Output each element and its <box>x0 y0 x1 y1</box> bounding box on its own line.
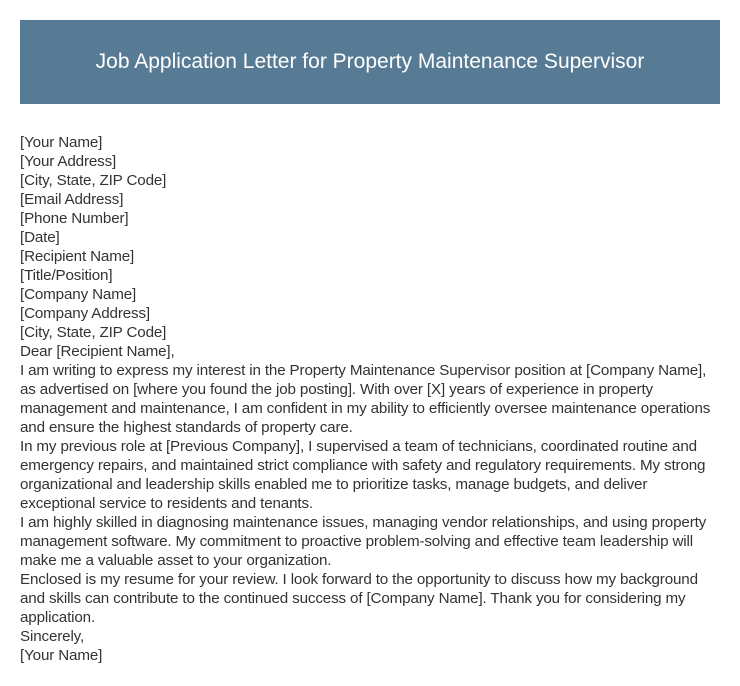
recipient-name: [Recipient Name] <box>20 248 135 265</box>
sender-email: [Email Address] <box>20 191 124 208</box>
letter-body <box>20 133 722 665</box>
letter-header <box>20 20 720 104</box>
sender-city-state-zip: [City, State, ZIP Code] <box>20 172 167 189</box>
recipient-city-state-zip: [City, State, ZIP Code] <box>20 324 167 341</box>
closing: Sincerely, <box>20 628 85 645</box>
recipient-company-address: [Company Address] <box>20 305 150 322</box>
salutation: Dear [Recipient Name], <box>20 343 175 360</box>
letter-date: [Date] <box>20 229 60 246</box>
sender-name: [Your Name] <box>20 134 103 151</box>
sender-address: [Your Address] <box>20 153 117 170</box>
sender-phone: [Phone Number] <box>20 210 129 227</box>
recipient-company: [Company Name] <box>20 286 137 303</box>
paragraph-intro: I am writing to express my interest in the Property Maintenance Supervisor position at [Company Name], as advertised on [where you found the job posting]. With over [X] years of experience in property management and maintenance, I am confident in my ability to efficiently oversee maintenance operations and ensure the highest standards of property care. <box>20 362 711 436</box>
paragraph-closing: Enclosed is my resume for your review. I look forward to the opportunity to discuss how my background and skills can contribute to the continued success of [Company Name]. Thank you for considering my application. <box>20 571 698 626</box>
recipient-title: [Title/Position] <box>20 267 113 284</box>
paragraph-experience: In my previous role at [Previous Company], I supervised a team of technicians, coordinated routine and emergency repairs, and maintained strict compliance with safety and regulatory requirements. My strong organizational and leadership skills enabled me to prioritize tasks, manage budgets, and deliver exceptional service to residents and tenants. <box>20 438 706 512</box>
signature: [Your Name] <box>20 647 103 664</box>
paragraph-skills: I am highly skilled in diagnosing maintenance issues, managing vendor relationships, and using property management software. My commitment to proactive problem-solving and effective team leadership will make me a valuable asset to your organization. <box>20 514 707 569</box>
page-title: Job Application Letter for Property Maintenance Supervisor <box>95 50 645 73</box>
